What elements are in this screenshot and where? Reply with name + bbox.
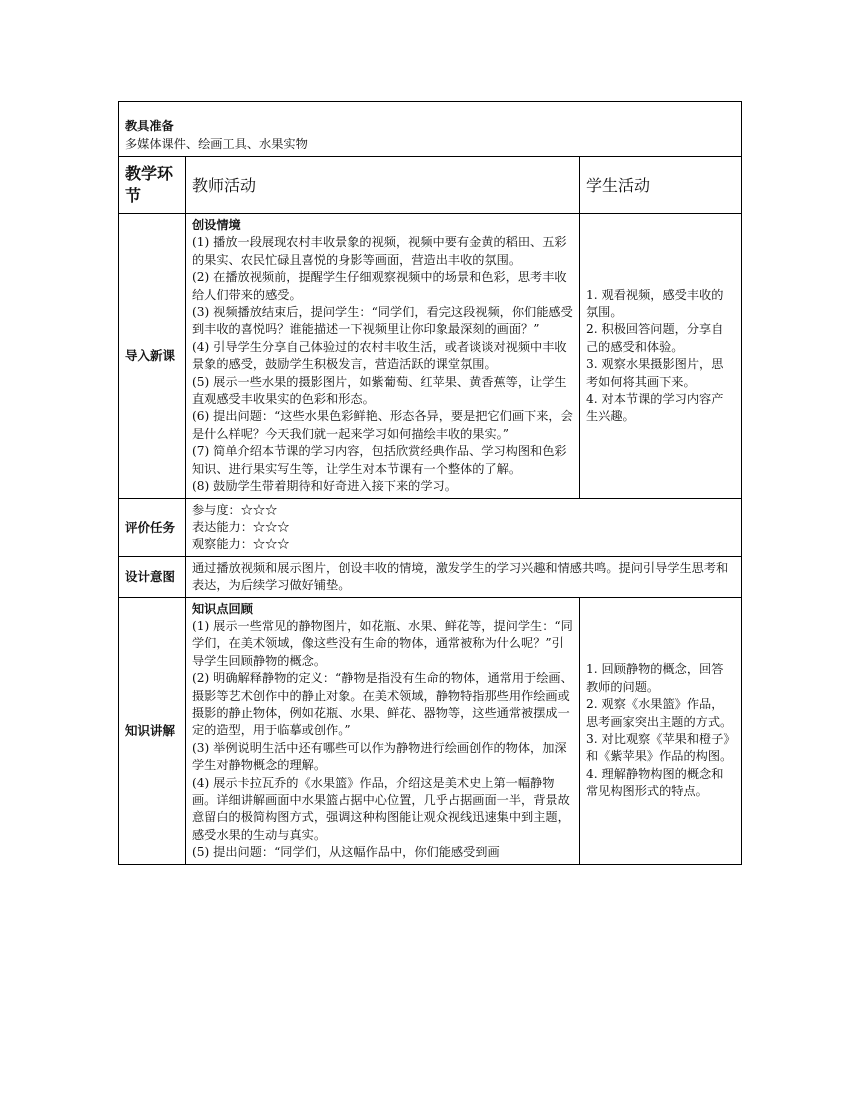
- intro-teacher-item: (4) 引导学生分享自己体验过的农村丰收生活，或者谈谈对视频中丰收景象的感受，鼓励学生积极发言，营造活跃的课堂氛围。: [192, 339, 567, 372]
- lesson-plan-page: [118, 101, 741, 865]
- evaluation-item: 参与度：☆☆☆: [192, 502, 278, 517]
- evaluation-item: 表达能力：☆☆☆: [192, 519, 290, 534]
- intro-student-item: 2. 积极回答问题，分享自己的感受和体验。: [586, 322, 724, 354]
- knowledge-teacher-item: (5) 提出问题：“同学们，从这幅作品中，你们能感受到画: [192, 845, 500, 860]
- design-label: 设计意图: [119, 556, 186, 597]
- intro-section-title: 创设情境: [192, 218, 241, 232]
- evaluation-item: 观察能力：☆☆☆: [192, 537, 290, 552]
- knowledge-teacher-item: (2) 明确解释静物的定义：“静物是指没有生命的物体，通常用于绘画、摄影等艺术创作中的静止对象。在美术领域，静物特指那些用作绘画或摄影的静止物体，例如花瓶、水果、鲜花、器物等，这些通常被摆成一定的造型，用于临摹或创作。”: [192, 671, 573, 738]
- knowledge-student-item: 2. 观察《水果篮》作品，思考画家突出主题的方式。: [586, 697, 733, 729]
- knowledge-student-item: 3. 对比观察《苹果和橙子》和《紫苹果》作品的构图。: [586, 732, 733, 764]
- evaluation-label: 评价任务: [119, 498, 186, 556]
- header-row: [119, 157, 742, 214]
- knowledge-teacher-item: (1) 展示一些常见的静物图片，如花瓶、水果、鲜花等，提问学生：“同学们，在美术领域，像这些没有生命的物体，通常被称为什么呢？”引导学生回顾静物的概念。: [192, 618, 573, 668]
- knowledge-teacher-item: (3) 举例说明生活中还有哪些可以作为静物进行绘画创作的物体，加深学生对静物概念的理解。: [192, 740, 567, 773]
- prep-content: 多媒体课件、绘画工具、水果实物: [125, 136, 308, 151]
- intro-teacher-item: (8) 鼓励学生带着期待和好奇进入接下来的学习。: [192, 479, 457, 494]
- intro-row: [119, 214, 742, 499]
- knowledge-student-item: 4. 理解静物构图的概念和常见构图形式的特点。: [586, 766, 724, 799]
- intro-teacher-item: (3) 视频播放结束后，提问学生：“同学们，看完这段视频，你们能感受到丰收的喜悦吗？谁能描述一下视频里让你印象最深刻的画面？”: [192, 305, 573, 337]
- header-student: 学生活动: [580, 157, 742, 214]
- knowledge-row: [119, 597, 742, 864]
- intro-teacher-item: (6) 提出问题：“这些水果色彩鲜艳、形态各异，要是把它们画下来，会是什么样呢？今天我们就一起来学习如何描绘丰收的果实。”: [192, 409, 573, 441]
- intro-teacher-item: (7) 简单介绍本节课的学习内容，包括欣赏经典作品、学习构图和色彩知识、进行果实写生等，让学生对本节课有一个整体的了解。: [192, 444, 567, 476]
- prep-row: [119, 102, 742, 157]
- knowledge-label: 知识讲解: [119, 597, 186, 864]
- knowledge-teacher-item: (4) 展示卡拉瓦乔的《水果篮》作品，介绍这是美术史上第一幅静物画。详细讲解画面中水果篮占据中心位置，几乎占据画面一半，背景故意留白的极简构图方式，强调这种构图能让观众视线迅速集中到主题，感受水果的生动与真实。: [192, 775, 570, 842]
- lesson-plan-table: [118, 101, 742, 865]
- intro-student-item: 4. 对本节课的学习内容产生兴趣。: [586, 392, 724, 424]
- intro-label: 导入新课: [119, 214, 186, 499]
- header-teacher: 教师活动: [186, 157, 580, 214]
- prep-title: 教具准备: [125, 119, 174, 134]
- intro-teacher-item: (1) 播放一段展现农村丰收景象的视频，视频中要有金黄的稻田、五彩的果实、农民忙碌且喜悦的身影等画面，营造出丰收的氛围。: [192, 235, 567, 267]
- prep-cell: [119, 102, 742, 157]
- intro-student-cell: [580, 214, 742, 499]
- design-content: 通过播放视频和展示图片，创设丰收的情境，激发学生的学习兴趣和情感共鸣。提问引导学生思考和表达，为后续学习做好铺垫。: [186, 556, 742, 597]
- intro-teacher-cell: [186, 214, 580, 499]
- knowledge-student-item: 1. 回顾静物的概念，回答教师的问题。: [586, 662, 724, 694]
- intro-student-item: 1. 观看视频，感受丰收的氛围。: [586, 287, 724, 320]
- knowledge-student-cell: [580, 597, 742, 864]
- evaluation-cell: [186, 498, 742, 556]
- evaluation-row: [119, 498, 742, 556]
- intro-student-item: 3. 观察水果摄影图片，思考如何将其画下来。: [586, 357, 724, 389]
- design-row: [119, 556, 742, 597]
- knowledge-section-title: 知识点回顾: [192, 601, 253, 616]
- intro-teacher-item: (2) 在播放视频前，提醒学生仔细观察视频中的场景和色彩，思考丰收给人们带来的感受。: [192, 270, 567, 302]
- header-stage: 教学环节: [119, 157, 186, 214]
- intro-teacher-item: (5) 展示一些水果的摄影图片，如紫葡萄、红苹果、黄香蕉等，让学生直观感受丰收果实的色彩和形态。: [192, 374, 567, 407]
- knowledge-teacher-cell: [186, 597, 580, 864]
